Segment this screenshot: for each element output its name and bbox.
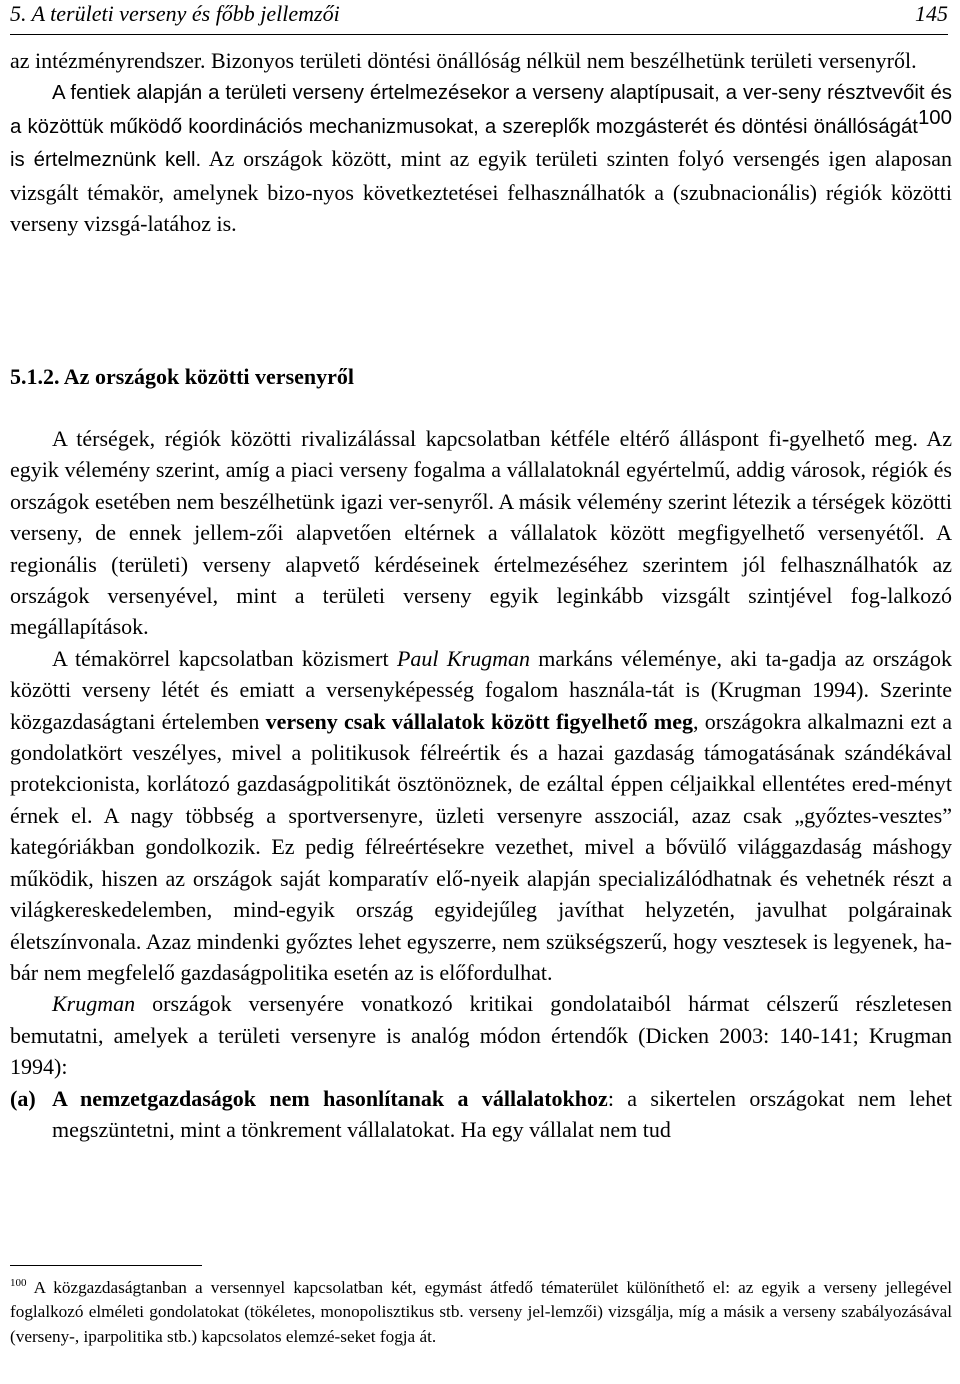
footnote: [10, 1276, 952, 1349]
text-run: , országokra alkalmazni ezt a gondolatkört veszélyes, mivel a politikusok félreértik és a hazai gazdaság támogatásának szándékával protekcionista, korlátozó gazdaságpolitikát ösztönöznek, de ezáltal éppen céljaikkal ellentétes ered-ményt érnek el. A nagy többség a sportversenyre, üzleti versenyre asszociál, azaz csak „győztes-vesztes” kategóriákban gondolkozik. Ez pedig félreértésekre vezethet, mivel a bővülő világgazdaság máshogy működik, hiszen az országok saját komparatív elő-nyeik alapján specializálódhatnak és vehetnék részt a világkereskedelemben, mind-egyik ország egyidejűleg javíthat helyzetén, javulhat polgárainak életszínvonala. Azaz mindenki győztes lehet egyszerre, nem szükségszerű, hogy vesztesek is legyenek, ha-bár nem megfelelő gazdaságpolitika esetén az is előfordulhat.: [10, 708, 953, 985]
author-name: Paul Krugman: [396, 645, 530, 671]
body-paragraph-1: A térségek, régiók közötti rivalizálással kapcsolatban kétféle eltérő álláspont fi-gyelhető meg. Az egyik vélemény szerint, amíg a piaci verseny fogalma a vállalatoknál egyértelmű, addig városok, régiók és országok esetében nem beszélhetünk igazi ver-senyről. A másik vélemény szerint létezik a térségek közötti verseny, de ennek jellem-zői alapvetően eltérnek a vállalatok között megfigyelhető versenyétől. A regionális (területi) verseny alapvető kérdéseinek értelmezéséhez szerintem jól felhasználhatók az országok versenyével, mint a területi verseny egyik leginkább vizsgált szintjével fog-lalkozó megállapítások.: [10, 426, 952, 640]
running-header: [10, 0, 948, 35]
footnote-separator: [10, 1265, 202, 1266]
list-item-a: [10, 1083, 952, 1146]
list-item-heading: A nemzetgazdaságok nem hasonlítanak a vállalatokhoz: [52, 1085, 608, 1111]
emphasis: verseny csak vállalatok között figyelhető meg: [265, 708, 693, 734]
intro-sans-text-end: is értelmeznünk kell.: [10, 149, 202, 172]
intro-paragraph-1: az intézményrendszer. Bizonyos területi döntési önállóság nélkül nem beszélhetünk területi versenyről.: [10, 48, 917, 73]
text-run: markáns véleménye, aki ta-gadja az országok közötti verseny létét és emiatt a versenyképesség fogalom használa-tát is (Krugman 1994). Szerinte közgazdaságtani értelemben: [10, 645, 953, 734]
footnote-number: 100: [10, 1277, 27, 1289]
intro-serif-text: Az országok között, mint az egyik területi szinten folyó versengés igen alaposan vizsgált témakör, amelynek bizo-nyos következtetései felhasználhatók a (szubnacionális) régiók közötti verseny vizsgá-latához is.: [10, 146, 952, 237]
section-body: [10, 423, 952, 1145]
intro-text: [10, 45, 952, 239]
list-marker: (a): [10, 1085, 36, 1111]
section-heading: [10, 364, 354, 390]
text-run: : a sikertelen országokat nem lehet megszüntetni, mint a tönkrement vállalatokat. Ha egy vállalat nem tud: [52, 1085, 953, 1142]
section-number: 5.1.2.: [10, 364, 60, 389]
chapter-title: 5. A területi verseny és főbb jellemzői: [10, 1, 340, 26]
section-title: Az országok közötti versenyről: [63, 364, 355, 389]
page-number: 145: [915, 1, 948, 26]
body-paragraph-2: [10, 643, 952, 988]
intro-sans-text: A fentiek alapján a területi verseny értelmezésekor a verseny alaptípusait, a ver-seny résztvevőit és a közöttük működő koordinációs mechanizmusokat, a szereplők mozgásterét és döntési önállóságát: [10, 82, 952, 138]
text-run: országok versenyére vonatkozó kritikai gondolataiból hármat célszerű részletesen bemutatni, amelyek a területi versenyre is analóg módon értendők (Dicken 2003: 140-141; Krugman 1994):: [10, 991, 952, 1080]
intro-paragraph-2: [10, 76, 952, 239]
body-paragraph-3: [10, 988, 952, 1082]
text-run: A témakörrel kapcsolatban közismert: [52, 645, 397, 671]
footnote-reference[interactable]: 100: [917, 106, 952, 129]
author-name: Krugman: [52, 991, 136, 1017]
footnote-text: A közgazdaságtanban a versennyel kapcsolatban két, egymást átfedő tématerület különíthető el: az egyik a verseny jellegével foglalkozó elméleti gondolatokat (tökéletes, monopolisztikus stb. verseny jel-lemzői) vizsgálja, míg a másik a verseny szabályozásával (verseny-, iparpolitika stb.) kapcsolatos elemzé-seket fogja át.: [10, 1278, 952, 1346]
